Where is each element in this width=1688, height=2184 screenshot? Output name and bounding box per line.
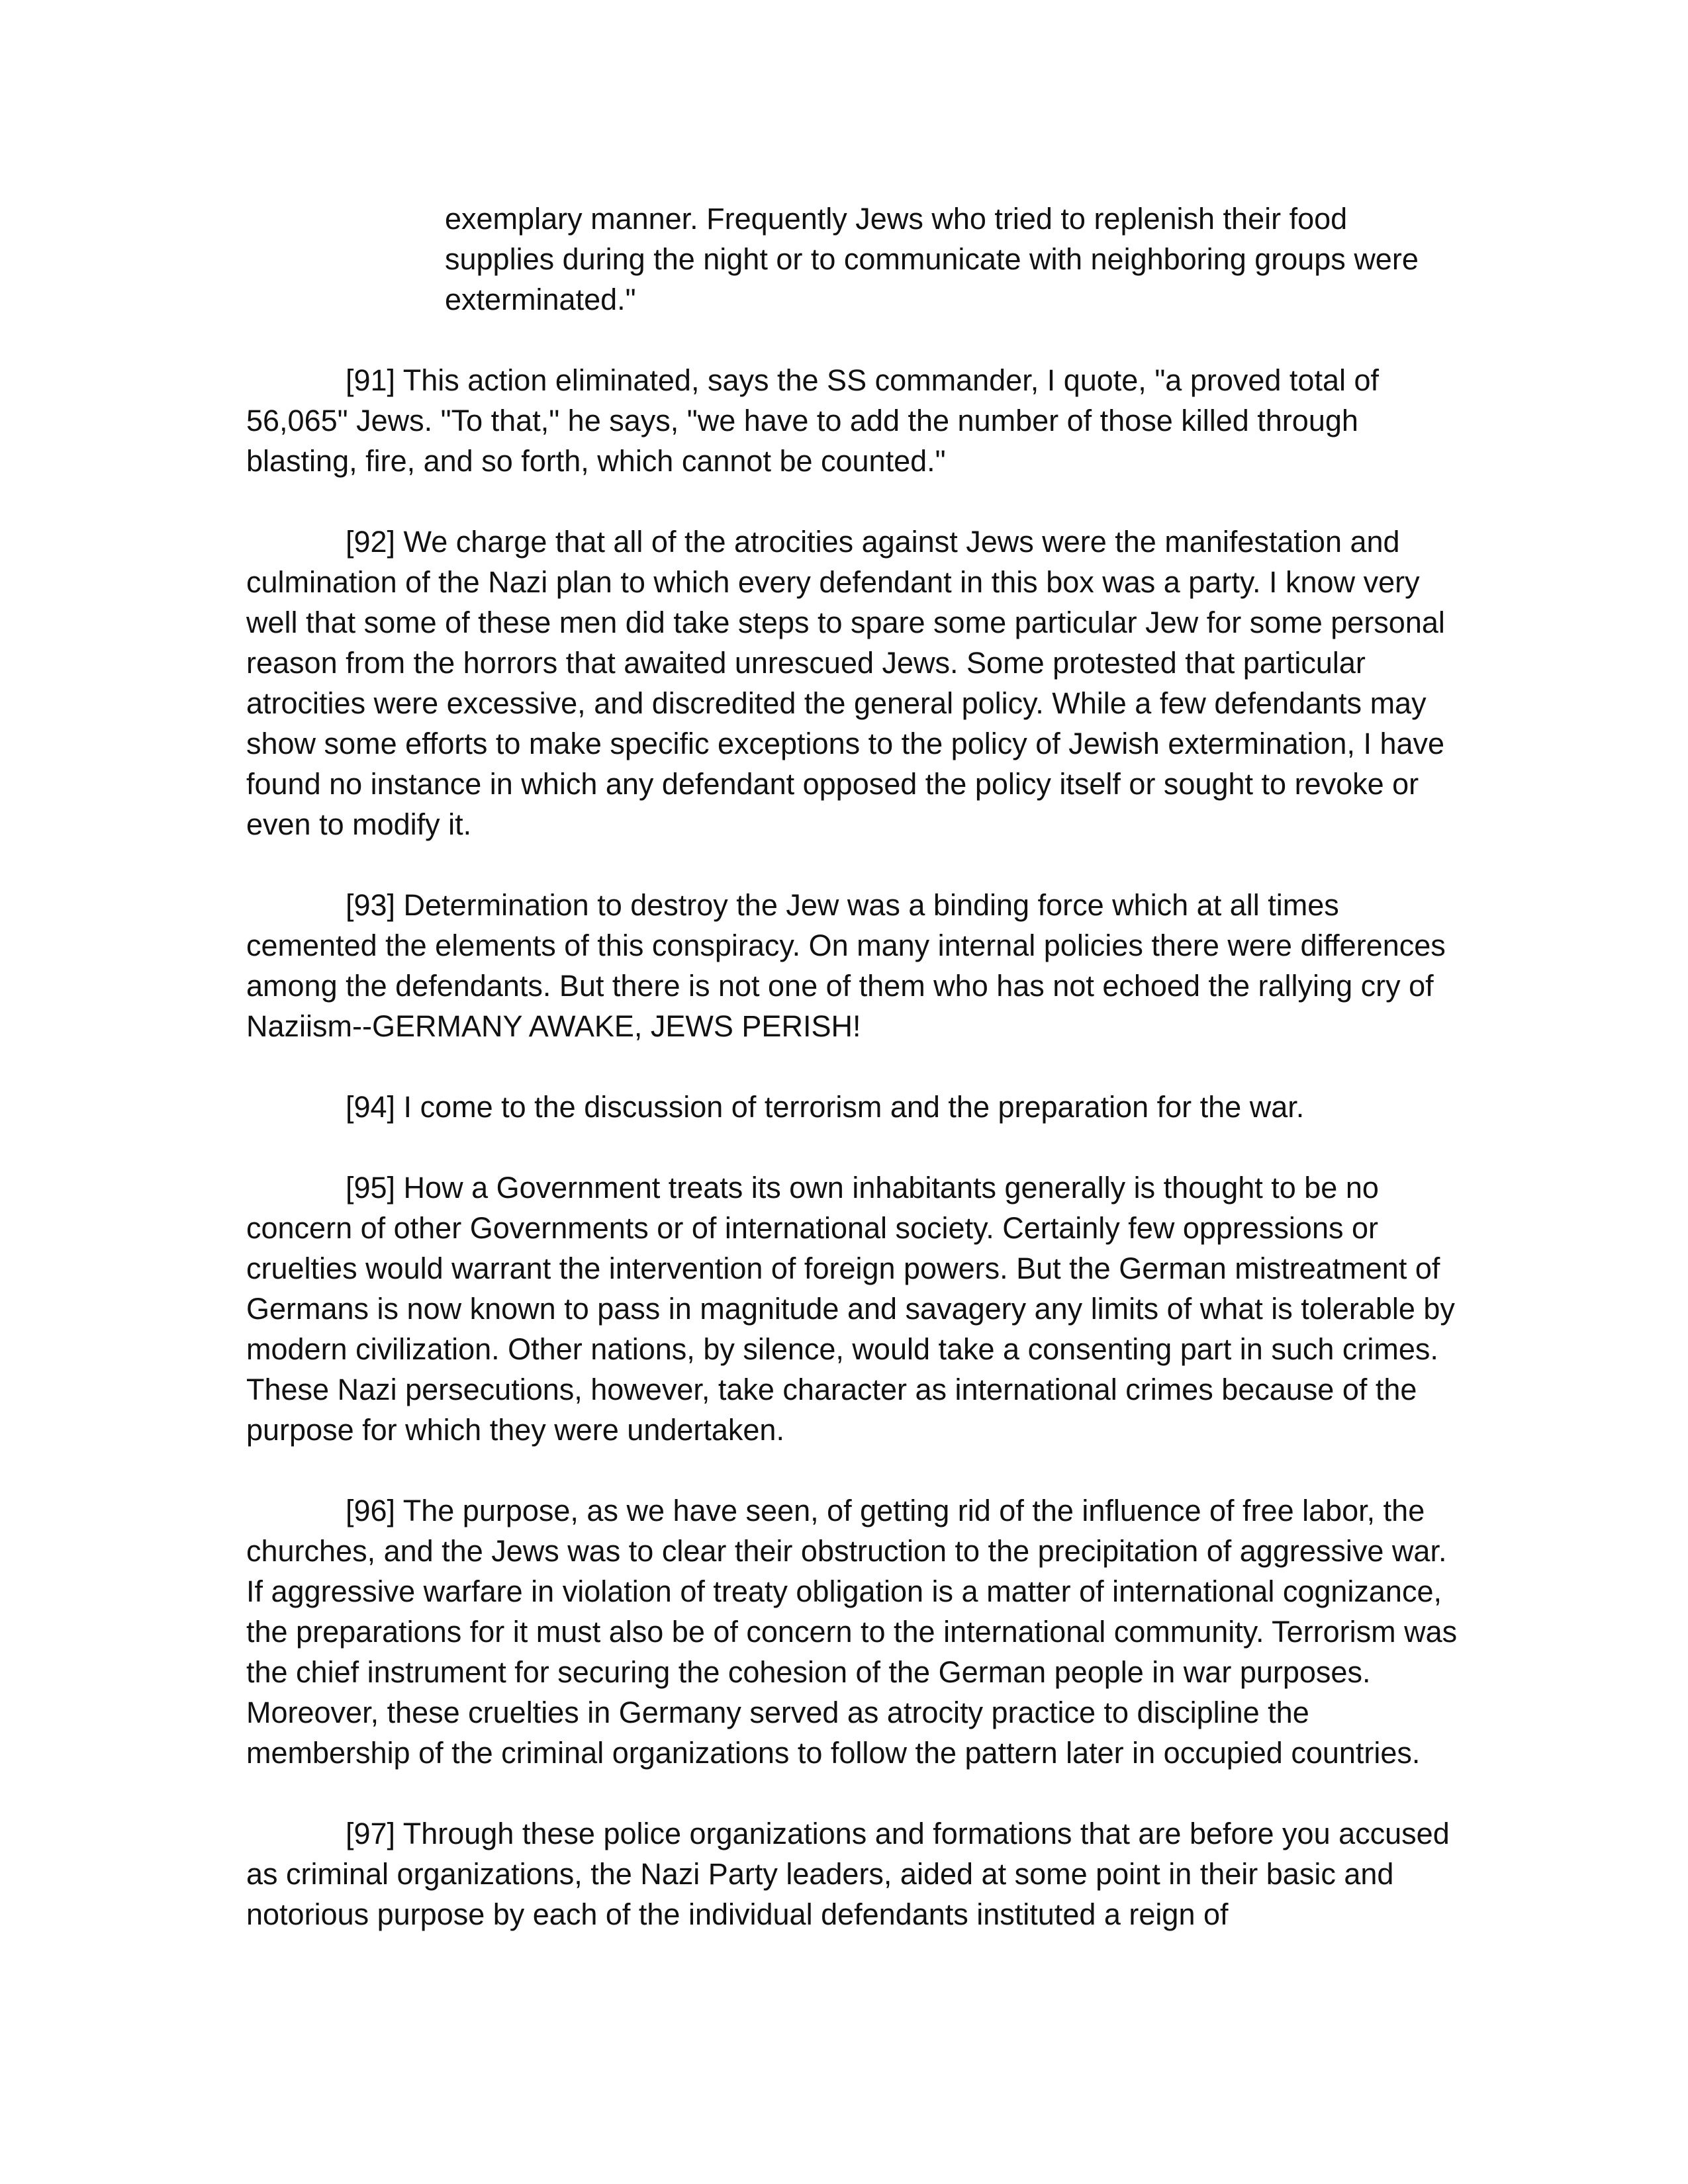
paragraph-97: [97] Through these police organizations and formations that are before you accused as criminal organizations, the Nazi Party leaders, aided at some point in their basic and notorious purpose by each of the individual defendants instituted a reign of	[246, 1817, 1450, 1931]
paragraph-94: [94] I come to the discussion of terrorism and the preparation for the war.	[346, 1090, 1305, 1124]
document-body	[246, 199, 1464, 1934]
paragraph-91: [91] This action eliminated, says the SS commander, I quote, "a proved total of 56,065" Jews. "To that," he says, "we have to add the number of those killed through blasting, fire, and so forth, which cannot be counted."	[246, 363, 1380, 478]
paragraph-95: [95] How a Government treats its own inhabitants generally is thought to be no concern of other Governments or of international society. Certainly few oppressions or cruelties would warrant the intervention of foreign powers. But the German mistreatment of Germans is now known to pass in magnitude and savagery any limits of what is tolerable by modern civilization. Other nations, by silence, would take a consenting part in such crimes. These Nazi persecutions, however, take character as international crimes because of the purpose for which they were undertaken.	[246, 1171, 1455, 1447]
paragraph-93: [93] Determination to destroy the Jew was a binding force which at all times cemented the elements of this conspiracy. On many internal policies there were differences among the defendants. But there is not one of them who has not echoed the rallying cry of Naziism--GERMANY AWAKE, JEWS PERISH!	[246, 888, 1446, 1043]
paragraph-96: [96] The purpose, as we have seen, of getting rid of the influence of free labor, the churches, and the Jews was to clear their obstruction to the precipitation of aggressive war. If aggressive warfare in violation of treaty obligation is a matter of international cognizance, the preparations for it must also be of concern to the international community. Terrorism was the chief instrument for securing the cohesion of the German people in war purposes. Moreover, these cruelties in Germany served as atrocity practice to discipline the membership of the criminal organizations to follow the pattern later in occupied countries.	[246, 1494, 1458, 1770]
block-quote-continuation: exemplary manner. Frequently Jews who tried to replenish their food supplies during the night or to communicate with neighboring groups were exterminated."	[445, 202, 1419, 316]
paragraph-92: [92] We charge that all of the atrocities against Jews were the manifestation and culmination of the Nazi plan to which every defendant in this box was a party. I know very well that some of these men did take steps to spare some particular Jew for some personal reason from the horrors that awaited unrescued Jews. Some protested that particular atrocities were excessive, and discredited the general policy. While a few defendants may show some efforts to make specific exceptions to the policy of Jewish extermination, I have found no instance in which any defendant opposed the policy itself or sought to revoke or even to modify it.	[246, 525, 1445, 841]
